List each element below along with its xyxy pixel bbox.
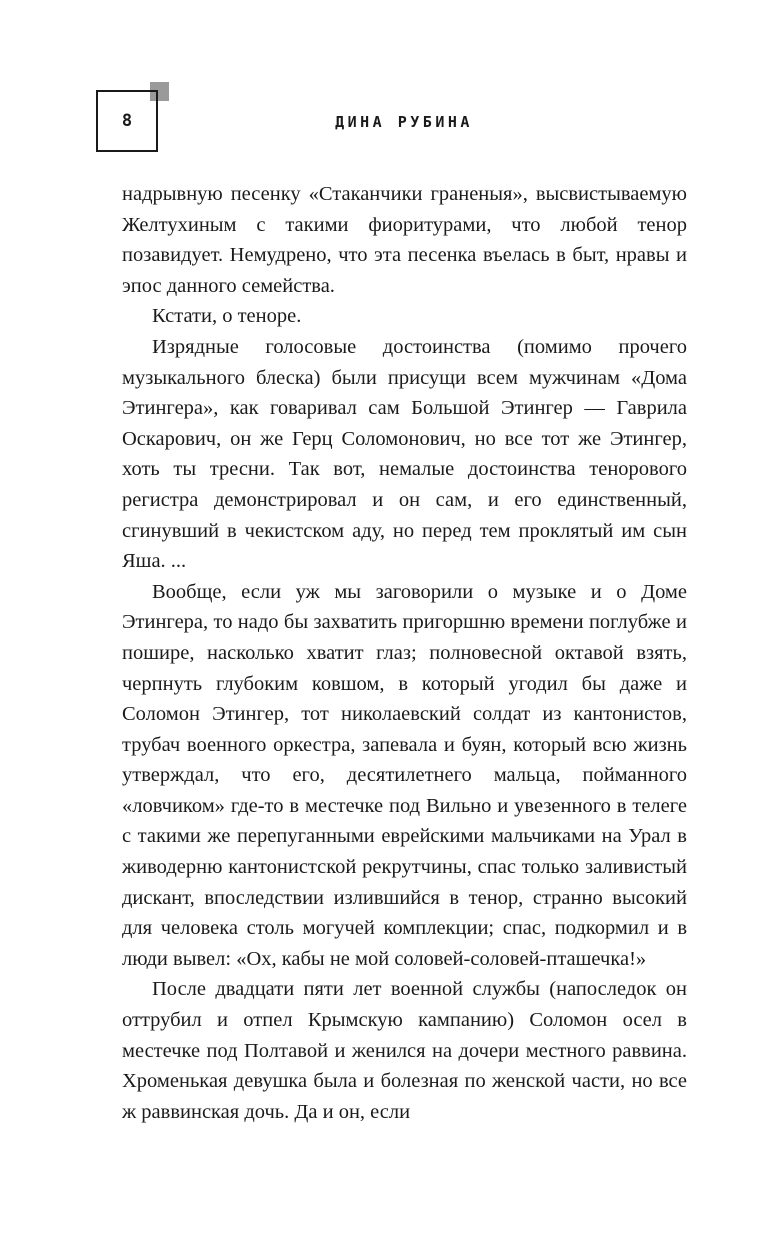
paragraph: Кстати, о теноре. <box>152 305 302 328</box>
paragraph: После двадцати пяти лет военной службы (напоследок он оттрубил и отпел Крымскую кампанию) Соломон осел в местечке под Полтавой и женился на дочери местного раввина. Хроменькая девушка была и болезная по женской части, но все ж раввинская дочь. Да и он, если <box>122 978 687 1123</box>
paragraph: надрывную песенку «Стаканчики граненыя», высвистываемую Желтухиным с такими фиоритурами, что любой тенор позавидует. Немудрено, что эта песенка въелась в быт, нравы и эпос данного семейства. <box>122 183 687 297</box>
paragraph: Вообще, если уж мы заговорили о музыке и о Доме Этингера, то надо бы захватить пригоршню времени поглубже и пошире, насколько хватит глаз; полновесной октавой взять, черпнуть глубоким ковшом, в который угодил бы даже и Соломон Этингер, тот николаевский солдат из кантонистов, трубач военного оркестра, запевала и буян, который всю жизнь утверждал, что его, десятилетнего мальца, пойманного «ловчиком» где-то в местечке под Вильно и увезенного в телеге с такими же перепуганными еврейскими мальчиками на Урал в живодерню кантонистской рекрутчины, спас только заливистый дискант, впоследствии излившийся в тенор, странно высокий для человека столь могучей комплекции; спас, подкормил и в люди вывел: «Ох, кабы не мой соловей-соловей-пташечка!» <box>122 580 687 970</box>
body-text <box>122 179 687 1127</box>
running-header-author: ДИНА РУБИНА <box>335 113 473 131</box>
paragraph: Изрядные голосовые достоинства (помимо прочего музыкального блеска) были присущи всем мужчинам «Дома Этингера», как говаривал сам Большой Этингер — Гаврила Оскарович, он же Герц Соломонович, но все тот же Этингер, хоть ты тресни. Так вот, немалые достоинства тенорового регистра демонстрировал и он сам, и его единственный, сгинувший в чекистском аду, но перед тем проклятый им сын Яша. ... <box>122 335 687 573</box>
page-number: 8 <box>121 111 133 131</box>
